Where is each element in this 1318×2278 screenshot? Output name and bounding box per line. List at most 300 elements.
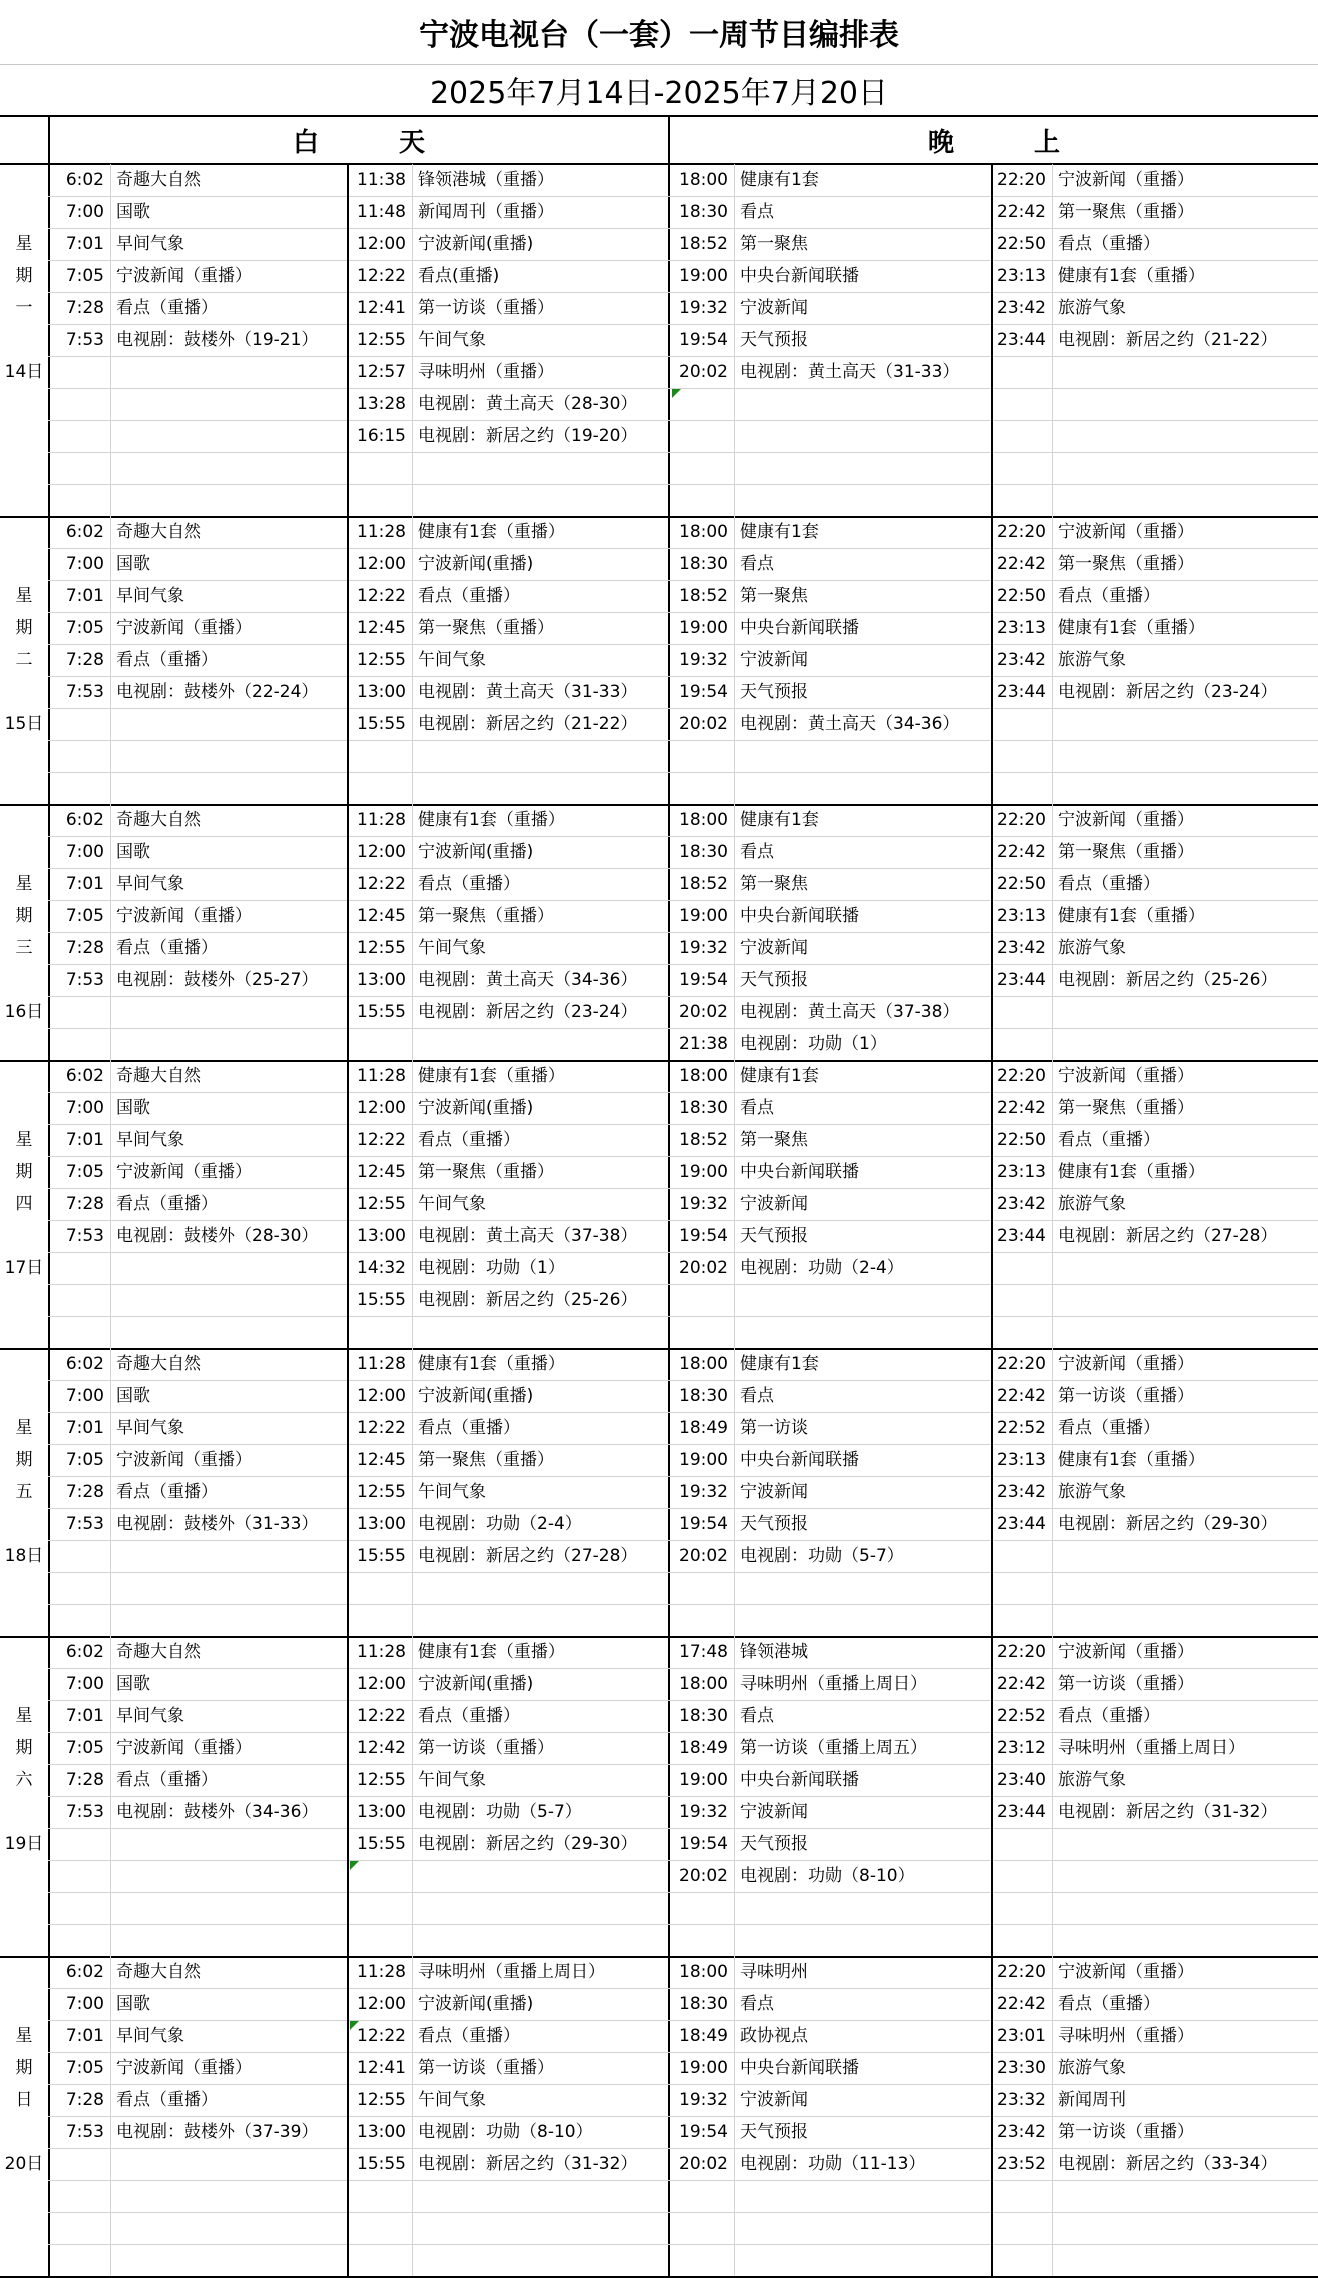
program-title: 宁波新闻（重播） xyxy=(1058,810,1194,830)
program-time: 20:02 xyxy=(679,362,728,382)
program-time: 19:54 xyxy=(679,1514,728,1534)
program-time: 17:48 xyxy=(679,1642,728,1662)
program-title: 电视剧：新居之约（21-22） xyxy=(1058,330,1278,350)
grid-line xyxy=(110,1956,111,2276)
grid-line xyxy=(1052,1636,1053,1956)
program-title: 宁波新闻（重播） xyxy=(116,2058,252,2078)
grid-line xyxy=(1052,1060,1053,1348)
program-title: 中央台新闻联播 xyxy=(740,1162,859,1182)
program-title: 奇趣大自然 xyxy=(116,522,201,542)
program-title: 国歌 xyxy=(116,1994,150,2014)
program-title: 看点 xyxy=(740,554,774,574)
program-title: 第一访谈（重播） xyxy=(418,2058,554,2078)
program-time: 20:02 xyxy=(679,1002,728,1022)
grid-line xyxy=(1052,1956,1053,2276)
program-time: 7:28 xyxy=(65,1770,104,1790)
program-time: 7:05 xyxy=(65,1162,104,1182)
program-time: 12:45 xyxy=(357,906,406,926)
grid-line xyxy=(48,2244,1318,2245)
program-time: 12:22 xyxy=(357,1130,406,1150)
day-label xyxy=(0,1636,48,1956)
program-time: 22:52 xyxy=(997,1706,1046,1726)
program-time: 6:02 xyxy=(65,1642,104,1662)
program-time: 7:00 xyxy=(65,1674,104,1694)
program-time: 18:00 xyxy=(679,810,728,830)
program-time: 20:02 xyxy=(679,1546,728,1566)
program-title: 午间气象 xyxy=(418,1770,486,1790)
program-title: 电视剧：新居之约（31-32） xyxy=(1058,1802,1278,1822)
program-time: 7:53 xyxy=(65,330,104,350)
weekday-char: 期 xyxy=(15,906,33,926)
day-date: 16日 xyxy=(4,1002,44,1022)
program-time: 12:22 xyxy=(357,1418,406,1438)
program-title: 宁波新闻(重播) xyxy=(418,234,534,254)
program-title: 午间气象 xyxy=(418,2090,486,2110)
weekday-char: 二 xyxy=(15,650,33,670)
weekday-char: 期 xyxy=(15,618,33,638)
program-time: 12:55 xyxy=(357,1482,406,1502)
day-date: 19日 xyxy=(4,1834,44,1854)
program-time: 22:20 xyxy=(997,170,1046,190)
program-time: 7:01 xyxy=(65,1418,104,1438)
program-title: 奇趣大自然 xyxy=(116,1642,201,1662)
program-title: 看点 xyxy=(740,1386,774,1406)
program-time: 23:44 xyxy=(997,1514,1046,1534)
program-title: 旅游气象 xyxy=(1058,2058,1126,2078)
program-time: 7:01 xyxy=(65,586,104,606)
program-title: 看点 xyxy=(740,1994,774,2014)
program-time: 7:53 xyxy=(65,1802,104,1822)
program-title: 宁波新闻(重播) xyxy=(418,554,534,574)
weekday-char: 一 xyxy=(15,298,33,318)
program-title: 第一访谈（重播） xyxy=(1058,1386,1194,1406)
day-date: 17日 xyxy=(4,1258,44,1278)
program-title: 宁波新闻 xyxy=(740,298,808,318)
program-title: 国歌 xyxy=(116,202,150,222)
grid-line xyxy=(110,1348,111,1636)
program-time: 22:20 xyxy=(997,522,1046,542)
program-title: 电视剧：黄土高天（37-38） xyxy=(740,1002,960,1022)
program-title: 早间气象 xyxy=(116,586,184,606)
day-label xyxy=(0,804,48,1060)
day-label xyxy=(0,164,48,516)
program-title: 奇趣大自然 xyxy=(116,1962,201,1982)
program-time: 18:49 xyxy=(679,1418,728,1438)
program-time: 23:13 xyxy=(997,618,1046,638)
weekday-char: 六 xyxy=(15,1770,33,1790)
program-title: 健康有1套（重播） xyxy=(1058,1162,1205,1182)
grid-line xyxy=(48,2180,1318,2181)
program-title: 电视剧：功勋（5-7） xyxy=(418,1802,582,1822)
program-time: 15:55 xyxy=(357,714,406,734)
program-time: 23:42 xyxy=(997,1482,1046,1502)
weekday-char: 星 xyxy=(15,586,33,606)
program-time: 7:28 xyxy=(65,298,104,318)
program-title: 旅游气象 xyxy=(1058,1770,1126,1790)
program-title: 电视剧：黄土高天（31-33） xyxy=(740,362,960,382)
program-time: 23:44 xyxy=(997,682,1046,702)
program-title: 健康有1套（重播） xyxy=(1058,618,1205,638)
program-time: 23:13 xyxy=(997,906,1046,926)
program-time: 12:00 xyxy=(357,1386,406,1406)
program-time: 22:20 xyxy=(997,810,1046,830)
program-time: 7:28 xyxy=(65,650,104,670)
program-time: 18:49 xyxy=(679,1738,728,1758)
grid-line xyxy=(1052,1348,1053,1636)
program-time: 12:55 xyxy=(357,1194,406,1214)
program-time: 7:28 xyxy=(65,1194,104,1214)
program-title: 看点（重播） xyxy=(1058,234,1160,254)
program-title: 宁波新闻(重播) xyxy=(418,842,534,862)
program-title: 看点（重播） xyxy=(418,1706,520,1726)
program-title: 早间气象 xyxy=(116,874,184,894)
program-time: 22:42 xyxy=(997,554,1046,574)
program-time: 22:50 xyxy=(997,874,1046,894)
program-title: 电视剧：功勋（8-10） xyxy=(740,1866,915,1886)
grid-line xyxy=(48,1604,1318,1605)
program-title: 宁波新闻（重播） xyxy=(116,1450,252,1470)
program-title: 早间气象 xyxy=(116,1418,184,1438)
program-time: 12:00 xyxy=(357,1994,406,2014)
program-time: 18:00 xyxy=(679,1066,728,1086)
program-time: 18:30 xyxy=(679,554,728,574)
program-title: 电视剧：功勋（8-10） xyxy=(418,2122,593,2142)
program-title: 宁波新闻（重播） xyxy=(116,1162,252,1182)
weekday-char: 星 xyxy=(15,234,33,254)
program-time: 23:01 xyxy=(997,2026,1046,2046)
program-title: 第一聚焦（重播） xyxy=(1058,1098,1194,1118)
program-time: 12:22 xyxy=(357,874,406,894)
program-title: 第一聚焦（重播） xyxy=(418,1162,554,1182)
program-title: 电视剧：新居之约（25-26） xyxy=(418,1290,638,1310)
program-title: 宁波新闻（重播） xyxy=(116,618,252,638)
program-title: 天气预报 xyxy=(740,2122,808,2142)
program-title: 第一聚焦（重播） xyxy=(1058,202,1194,222)
program-title: 第一访谈（重播） xyxy=(1058,1674,1194,1694)
program-title: 看点（重播） xyxy=(418,2026,520,2046)
program-time: 19:32 xyxy=(679,1802,728,1822)
weekday-char: 期 xyxy=(15,1162,33,1182)
program-time: 7:01 xyxy=(65,2026,104,2046)
program-time: 12:00 xyxy=(357,1674,406,1694)
weekday-char: 期 xyxy=(15,266,33,286)
program-time: 23:42 xyxy=(997,2122,1046,2142)
program-time: 19:32 xyxy=(679,2090,728,2110)
program-time: 7:05 xyxy=(65,266,104,286)
program-time: 12:45 xyxy=(357,1162,406,1182)
program-time: 23:13 xyxy=(997,1450,1046,1470)
program-time: 23:44 xyxy=(997,1802,1046,1822)
program-time: 16:15 xyxy=(357,426,406,446)
program-title: 中央台新闻联播 xyxy=(740,266,859,286)
program-time: 18:49 xyxy=(679,2026,728,2046)
program-time: 11:28 xyxy=(357,522,406,542)
program-title: 电视剧：鼓楼外（22-24） xyxy=(116,682,319,702)
program-title: 第一聚焦（重播） xyxy=(418,618,554,638)
program-title: 天气预报 xyxy=(740,1834,808,1854)
program-title: 宁波新闻（重播） xyxy=(1058,1642,1194,1662)
program-time: 23:42 xyxy=(997,938,1046,958)
program-title: 宁波新闻（重播） xyxy=(116,1738,252,1758)
program-title: 政协视点 xyxy=(740,2026,808,2046)
program-title: 宁波新闻 xyxy=(740,2090,808,2110)
program-time: 23:42 xyxy=(997,298,1046,318)
grid-line xyxy=(412,1956,413,2276)
grid-line xyxy=(48,740,1318,741)
day-date: 20日 xyxy=(4,2154,44,2174)
program-time: 22:42 xyxy=(997,1098,1046,1118)
program-title: 健康有1套（重播） xyxy=(418,1354,565,1374)
program-time: 22:42 xyxy=(997,1994,1046,2014)
program-time: 23:32 xyxy=(997,2090,1046,2110)
program-title: 寻味明州（重播） xyxy=(418,362,554,382)
program-title: 电视剧：功勋（1） xyxy=(740,1034,887,1054)
program-title: 第一聚焦 xyxy=(740,586,808,606)
program-time: 12:55 xyxy=(357,938,406,958)
program-title: 电视剧：功勋（1） xyxy=(418,1258,565,1278)
program-title: 锋领港城（重播） xyxy=(418,170,554,190)
evening-header-char: 晚 xyxy=(927,127,954,158)
program-title: 旅游气象 xyxy=(1058,938,1126,958)
grid-line xyxy=(734,1060,735,1348)
grid-line xyxy=(412,1636,413,1956)
grid-line xyxy=(48,388,1318,389)
program-title: 电视剧：黄土高天（31-33） xyxy=(418,682,638,702)
program-title: 第一聚焦 xyxy=(740,1130,808,1150)
program-title: 电视剧：鼓楼外（31-33） xyxy=(116,1514,319,1534)
program-time: 22:50 xyxy=(997,234,1046,254)
program-time: 12:55 xyxy=(357,1770,406,1790)
weekday-char: 星 xyxy=(15,874,33,894)
program-time: 18:30 xyxy=(679,202,728,222)
program-title: 健康有1套（重播） xyxy=(418,1642,565,1662)
program-title: 电视剧：黄土高天（34-36） xyxy=(740,714,960,734)
grid-line xyxy=(110,1636,111,1956)
program-time: 18:00 xyxy=(679,1674,728,1694)
program-title: 看点（重播） xyxy=(116,1770,218,1790)
program-time: 22:42 xyxy=(997,202,1046,222)
program-time: 22:20 xyxy=(997,1066,1046,1086)
program-time: 7:28 xyxy=(65,2090,104,2110)
program-title: 天气预报 xyxy=(740,1226,808,1246)
program-time: 12:57 xyxy=(357,362,406,382)
grid-line xyxy=(1052,804,1053,1060)
program-time: 11:28 xyxy=(357,810,406,830)
program-time: 18:00 xyxy=(679,1962,728,1982)
program-title: 看点（重播） xyxy=(116,1194,218,1214)
program-time: 7:01 xyxy=(65,234,104,254)
program-time: 23:30 xyxy=(997,2058,1046,2078)
weekday-char: 星 xyxy=(15,2026,33,2046)
program-time: 11:28 xyxy=(357,1642,406,1662)
day-label xyxy=(0,1956,48,2276)
program-title: 旅游气象 xyxy=(1058,650,1126,670)
grid-line xyxy=(48,1284,1318,1285)
program-time: 7:53 xyxy=(65,2122,104,2142)
weekday-char: 星 xyxy=(15,1130,33,1150)
program-title: 看点（重播） xyxy=(418,1130,520,1150)
program-time: 23:40 xyxy=(997,1770,1046,1790)
program-title: 第一聚焦 xyxy=(740,234,808,254)
program-time: 7:53 xyxy=(65,970,104,990)
program-title: 天气预报 xyxy=(740,1514,808,1534)
program-title: 电视剧：鼓楼外（19-21） xyxy=(116,330,319,350)
grid-line xyxy=(734,516,735,804)
program-title: 午间气象 xyxy=(418,1482,486,1502)
program-title: 新闻周刊 xyxy=(1058,2090,1126,2110)
program-time: 12:41 xyxy=(357,2058,406,2078)
program-time: 23:42 xyxy=(997,1194,1046,1214)
program-title: 看点（重播） xyxy=(116,2090,218,2110)
program-title: 健康有1套（重播） xyxy=(1058,1450,1205,1470)
program-title: 奇趣大自然 xyxy=(116,810,201,830)
program-title: 午间气象 xyxy=(418,330,486,350)
program-time: 15:55 xyxy=(357,1546,406,1566)
program-time: 7:05 xyxy=(65,1738,104,1758)
program-time: 22:20 xyxy=(997,1962,1046,1982)
program-time: 12:22 xyxy=(357,1706,406,1726)
program-title: 奇趣大自然 xyxy=(116,1354,201,1374)
program-time: 7:00 xyxy=(65,1098,104,1118)
program-time: 12:00 xyxy=(357,234,406,254)
program-title: 宁波新闻（重播） xyxy=(116,906,252,926)
program-title: 看点（重播） xyxy=(418,874,520,894)
program-title: 第一访谈（重播） xyxy=(418,1738,554,1758)
program-title: 宁波新闻(重播) xyxy=(418,1994,534,2014)
grid-line xyxy=(110,804,111,1060)
day-label xyxy=(0,1348,48,1636)
program-time: 14:32 xyxy=(357,1258,406,1278)
program-title: 宁波新闻 xyxy=(740,1802,808,1822)
program-title: 电视剧：黄土高天（28-30） xyxy=(418,394,638,414)
program-time: 21:38 xyxy=(679,1034,728,1054)
comment-marker xyxy=(350,2021,359,2030)
program-title: 天气预报 xyxy=(740,330,808,350)
program-title: 健康有1套（重播） xyxy=(1058,906,1205,926)
comment-marker xyxy=(672,389,681,398)
program-title: 电视剧：新居之约（29-30） xyxy=(418,1834,638,1854)
program-time: 19:32 xyxy=(679,938,728,958)
program-time: 19:00 xyxy=(679,266,728,286)
program-time: 23:13 xyxy=(997,1162,1046,1182)
program-time: 19:00 xyxy=(679,1450,728,1470)
program-time: 19:32 xyxy=(679,1482,728,1502)
program-title: 国歌 xyxy=(116,1674,150,1694)
program-title: 奇趣大自然 xyxy=(116,170,201,190)
program-title: 旅游气象 xyxy=(1058,1194,1126,1214)
program-time: 12:45 xyxy=(357,1450,406,1470)
daytime-header-char: 天 xyxy=(399,127,426,158)
grid-line xyxy=(734,1636,735,1956)
grid-line xyxy=(48,1316,1318,1317)
program-title: 旅游气象 xyxy=(1058,298,1126,318)
program-time: 6:02 xyxy=(65,1066,104,1086)
program-title: 寻味明州（重播上周日） xyxy=(1058,1738,1245,1758)
program-time: 12:55 xyxy=(357,330,406,350)
day-label xyxy=(0,516,48,804)
weekday-char: 星 xyxy=(15,1418,33,1438)
program-title: 天气预报 xyxy=(740,970,808,990)
weekday-char: 三 xyxy=(15,938,33,958)
program-title: 电视剧：黄土高天（34-36） xyxy=(418,970,638,990)
program-title: 看点（重播） xyxy=(116,938,218,958)
program-time: 7:05 xyxy=(65,2058,104,2078)
day-date: 15日 xyxy=(4,714,44,734)
program-time: 18:52 xyxy=(679,586,728,606)
program-time: 7:00 xyxy=(65,202,104,222)
program-time: 19:54 xyxy=(679,970,728,990)
program-title: 电视剧：新居之约（33-34） xyxy=(1058,2154,1278,2174)
program-title: 电视剧：新居之约（27-28） xyxy=(418,1546,638,1566)
evening-header-char: 上 xyxy=(1034,127,1061,158)
program-time: 6:02 xyxy=(65,1962,104,1982)
program-title: 健康有1套（重播） xyxy=(418,810,565,830)
program-time: 6:02 xyxy=(65,810,104,830)
program-title: 看点（重播） xyxy=(1058,586,1160,606)
program-title: 锋领港城 xyxy=(740,1642,808,1662)
grid-line xyxy=(48,484,1318,485)
program-time: 7:00 xyxy=(65,554,104,574)
program-time: 19:54 xyxy=(679,682,728,702)
program-title: 健康有1套（重播） xyxy=(1058,266,1205,286)
program-title: 宁波新闻 xyxy=(740,1482,808,1502)
grid-line xyxy=(1052,516,1053,804)
program-title: 电视剧：黄土高天（37-38） xyxy=(418,1226,638,1246)
program-title: 电视剧：鼓楼外（34-36） xyxy=(116,1802,319,1822)
program-title: 看点（重播） xyxy=(1058,1994,1160,2014)
program-title: 第一聚焦（重播） xyxy=(418,1450,554,1470)
program-time: 18:30 xyxy=(679,842,728,862)
program-title: 电视剧：新居之约（23-24） xyxy=(1058,682,1278,702)
program-title: 电视剧：新居之约（21-22） xyxy=(418,714,638,734)
program-time: 19:00 xyxy=(679,618,728,638)
grid-line xyxy=(412,516,413,804)
program-time: 7:28 xyxy=(65,938,104,958)
program-title: 看点（重播） xyxy=(418,586,520,606)
program-time: 11:48 xyxy=(357,202,406,222)
grid-line xyxy=(734,1956,735,2276)
program-title: 看点（重播） xyxy=(116,650,218,670)
program-time: 13:00 xyxy=(357,682,406,702)
program-title: 电视剧：新居之约（31-32） xyxy=(418,2154,638,2174)
program-time: 7:05 xyxy=(65,618,104,638)
program-time: 11:28 xyxy=(357,1962,406,1982)
program-title: 中央台新闻联播 xyxy=(740,618,859,638)
program-title: 看点（重播） xyxy=(116,1482,218,1502)
program-title: 第一聚焦（重播） xyxy=(1058,554,1194,574)
program-time: 22:42 xyxy=(997,1674,1046,1694)
program-time: 18:30 xyxy=(679,1706,728,1726)
program-title: 电视剧：新居之约（19-20） xyxy=(418,426,638,446)
program-title: 看点(重播) xyxy=(418,266,500,286)
program-title: 看点（重播） xyxy=(1058,1418,1160,1438)
program-title: 宁波新闻（重播） xyxy=(1058,522,1194,542)
program-title: 午间气象 xyxy=(418,1194,486,1214)
grid-line xyxy=(110,516,111,804)
program-time: 19:00 xyxy=(679,1770,728,1790)
program-title: 宁波新闻（重播） xyxy=(1058,1354,1194,1374)
program-title: 看点（重播） xyxy=(418,1418,520,1438)
program-time: 12:45 xyxy=(357,618,406,638)
program-title: 第一访谈（重播） xyxy=(1058,2122,1194,2142)
program-time: 12:55 xyxy=(357,650,406,670)
program-time: 22:20 xyxy=(997,1354,1046,1374)
program-title: 健康有1套 xyxy=(740,1354,819,1374)
program-title: 健康有1套（重播） xyxy=(418,522,565,542)
program-title: 天气预报 xyxy=(740,682,808,702)
program-title: 国歌 xyxy=(116,554,150,574)
program-time: 12:41 xyxy=(357,298,406,318)
